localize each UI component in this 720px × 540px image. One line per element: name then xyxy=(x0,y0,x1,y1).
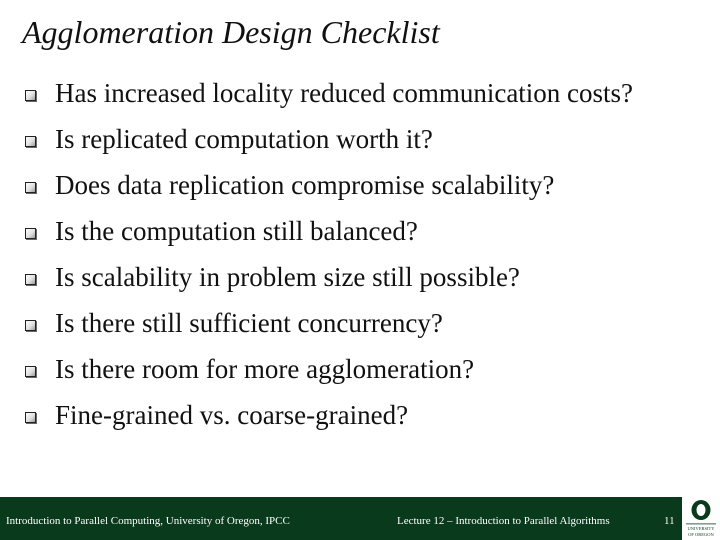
square-bullet-icon xyxy=(25,274,36,285)
page-number: 11 xyxy=(664,515,675,527)
square-bullet-icon xyxy=(25,366,36,377)
checklist xyxy=(22,77,682,431)
square-bullet-icon xyxy=(25,412,36,423)
square-bullet-icon xyxy=(25,182,36,193)
checklist-item xyxy=(22,169,682,201)
footer-lecture-title: Lecture 12 – Introduction to Parallel Algorithms xyxy=(397,515,610,527)
checklist-item-text: Does data replication compromise scalability? xyxy=(55,170,555,200)
svg-text:OF OREGON: OF OREGON xyxy=(688,532,714,537)
square-bullet-icon xyxy=(25,320,36,331)
oregon-o-logo-icon xyxy=(682,497,720,540)
checklist-item-text: Has increased locality reduced communication costs? xyxy=(55,78,634,108)
footer-bar xyxy=(0,497,682,540)
checklist-item xyxy=(22,77,682,109)
checklist-item-text: Is scalability in problem size still possible? xyxy=(55,262,520,292)
checklist-item xyxy=(22,215,682,247)
footer-course-title: Introduction to Parallel Computing, University of Oregon, IPCC xyxy=(6,515,290,527)
checklist-item xyxy=(22,307,682,339)
square-bullet-icon xyxy=(25,228,36,239)
square-bullet-icon xyxy=(25,136,36,147)
slide-title: Agglomeration Design Checklist xyxy=(22,14,440,50)
checklist-item xyxy=(22,123,682,155)
checklist-item xyxy=(22,399,682,431)
checklist-item xyxy=(22,261,682,293)
checklist-item-text: Is the computation still balanced? xyxy=(55,216,418,246)
checklist-item xyxy=(22,353,682,385)
checklist-item-text: Fine-grained vs. coarse-grained? xyxy=(55,400,409,430)
checklist-item-text: Is there still sufficient concurrency? xyxy=(55,308,443,338)
svg-text:UNIVERSITY: UNIVERSITY xyxy=(687,526,715,531)
checklist-item-text: Is there room for more agglomeration? xyxy=(55,354,475,384)
university-logo xyxy=(682,497,720,540)
checklist-item-text: Is replicated computation worth it? xyxy=(55,124,433,154)
square-bullet-icon xyxy=(25,90,36,101)
